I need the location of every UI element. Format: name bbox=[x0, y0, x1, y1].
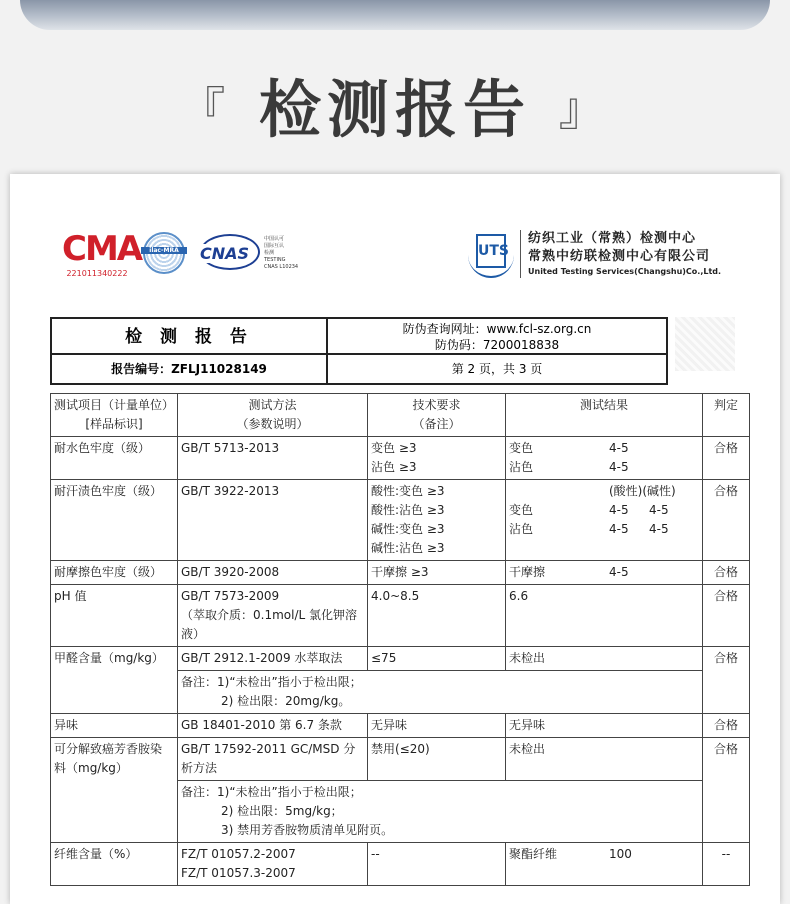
result-value: 4-5 bbox=[609, 460, 629, 474]
req-line: 沾色 ≥3 bbox=[371, 460, 417, 474]
org-name-line1: 纺织工业（常熟）检测中心 bbox=[528, 231, 697, 246]
row-method: GB/T 3922-2013 bbox=[178, 480, 368, 561]
result-columns-header: (酸性)(碱性) bbox=[609, 484, 676, 498]
row-verdict: 合格 bbox=[703, 714, 750, 738]
header-item-sub: [样品标识] bbox=[85, 417, 143, 431]
row-verdict: 合格 bbox=[703, 480, 750, 561]
row-verdict: -- bbox=[703, 843, 750, 886]
cma-number: 221011340222 bbox=[66, 269, 128, 278]
table-header-row bbox=[51, 394, 750, 437]
cnas-text-line: CNAS L10234 bbox=[264, 264, 299, 270]
cnas-text bbox=[264, 236, 298, 271]
table-row bbox=[51, 647, 750, 671]
row-requirement: ≤75 bbox=[368, 647, 506, 671]
row-verdict: 合格 bbox=[703, 738, 750, 843]
row-item: 耐汗渍色牢度（级） bbox=[51, 480, 178, 561]
cnas-logo bbox=[200, 234, 260, 270]
result-value: 4-5 bbox=[609, 503, 629, 517]
page-heading bbox=[0, 64, 790, 155]
method-line: GB/T 17592-2011 GC/MSD 分 bbox=[181, 742, 356, 756]
row-result: 6.6 bbox=[506, 585, 703, 647]
table-row bbox=[51, 738, 750, 781]
row-item: 耐水色牢度（级） bbox=[51, 437, 178, 480]
method-line: FZ/T 01057.3-2007 bbox=[181, 866, 296, 880]
row-result bbox=[506, 843, 703, 886]
row-requirement bbox=[368, 480, 506, 561]
table-row bbox=[51, 714, 750, 738]
row-requirement: 干摩擦 ≥3 bbox=[368, 561, 506, 585]
row-result bbox=[506, 437, 703, 480]
row-item: pH 值 bbox=[51, 585, 178, 647]
cnas-text-line: 检测 bbox=[264, 250, 275, 256]
row-item: 异味 bbox=[51, 714, 178, 738]
item-line: 料（mg/kg） bbox=[54, 761, 128, 775]
uts-mark: UTS bbox=[476, 234, 506, 268]
result-value: 4-5 bbox=[609, 522, 629, 536]
row-item bbox=[51, 738, 178, 843]
header-verdict: 判定 bbox=[703, 394, 750, 437]
row-requirement: 4.0~8.5 bbox=[368, 585, 506, 647]
row-requirement bbox=[368, 437, 506, 480]
cnas-text-line: 国际互认 bbox=[264, 243, 285, 249]
row-item: 甲醛含量（mg/kg） bbox=[51, 647, 178, 714]
cma-logo bbox=[62, 229, 142, 278]
cnas-text-line: 中国认可 bbox=[264, 236, 285, 242]
header-item-label: 测试项目（计量单位） bbox=[54, 398, 175, 412]
row-item: 耐摩擦色牢度（级） bbox=[51, 561, 178, 585]
header-method-label: 测试方法 bbox=[248, 398, 297, 412]
row-method: GB/T 2912.1-2009 水萃取法 bbox=[178, 647, 368, 671]
header-method-sub: （参数说明） bbox=[236, 417, 309, 431]
result-value: 100 bbox=[609, 847, 632, 861]
verification-code: 防伪码：7200018838 bbox=[434, 338, 560, 352]
result-label: 变色 bbox=[509, 503, 534, 517]
method-line: 析方法 bbox=[181, 761, 218, 775]
req-line: 变色 ≥3 bbox=[371, 441, 417, 455]
method-line: GB/T 7573-2009 bbox=[181, 589, 280, 603]
row-result: 未检出 bbox=[506, 738, 703, 781]
header-result: 测试结果 bbox=[506, 394, 703, 437]
row-verdict: 合格 bbox=[703, 647, 750, 714]
req-line: 碱性:变色 ≥3 bbox=[371, 522, 445, 536]
organization-name bbox=[528, 230, 721, 278]
note-line: 2) 检出限：5mg/kg； bbox=[221, 804, 343, 818]
row-result: 未检出 bbox=[506, 647, 703, 671]
table-row bbox=[51, 585, 750, 647]
heading-left-bracket: 『 bbox=[179, 82, 232, 136]
row-result bbox=[506, 480, 703, 561]
req-line: 酸性:沾色 ≥3 bbox=[371, 503, 445, 517]
result-value: 4-5 bbox=[649, 503, 669, 517]
header-method bbox=[178, 394, 368, 437]
row-method bbox=[178, 738, 368, 781]
uts-logo bbox=[468, 232, 514, 278]
result-label: 沾色 bbox=[509, 460, 534, 474]
item-line: 可分解致癌芳香胺染 bbox=[54, 742, 163, 756]
result-value: 4-5 bbox=[609, 565, 629, 579]
row-result: 无异味 bbox=[506, 714, 703, 738]
page-info: 第 2 页，共 3 页 bbox=[451, 362, 543, 376]
heading-right-bracket: 』 bbox=[558, 82, 611, 136]
report-number: 报告编号：ZFLJ11028149 bbox=[52, 355, 328, 383]
row-note bbox=[178, 671, 703, 714]
report-document bbox=[10, 174, 780, 904]
test-results-table bbox=[50, 393, 750, 886]
header-req-label: 技术要求 bbox=[412, 398, 461, 412]
note-line: 3) 禁用芳香胺物质清单见附页。 bbox=[221, 823, 394, 837]
req-line: 碱性:沾色 ≥3 bbox=[371, 541, 445, 555]
header-item bbox=[51, 394, 178, 437]
row-method bbox=[178, 843, 368, 886]
report-title: 检 测 报 告 bbox=[52, 319, 328, 355]
row-requirement: 无异味 bbox=[368, 714, 506, 738]
row-requirement: 禁用(≤20) bbox=[368, 738, 506, 781]
header-requirement bbox=[368, 394, 506, 437]
row-item: 纤维含量（%） bbox=[51, 843, 178, 886]
result-value: 4-5 bbox=[609, 441, 629, 455]
result-label: 聚酯纤维 bbox=[509, 847, 558, 861]
row-result bbox=[506, 561, 703, 585]
cma-mark: CMA bbox=[62, 229, 142, 269]
row-requirement: -- bbox=[368, 843, 506, 886]
table-row bbox=[51, 561, 750, 585]
method-line: （萃取介质：0.1mol/L 氯化钾溶 bbox=[181, 608, 357, 622]
row-method: GB 18401-2010 第 6.7 条款 bbox=[178, 714, 368, 738]
note-line: 备注：1)“未检出”指小于检出限； bbox=[181, 675, 362, 689]
result-value: 4-5 bbox=[649, 522, 669, 536]
org-name-line2: 常熟中纺联检测中心有限公司 bbox=[528, 249, 711, 264]
blurred-qr-code bbox=[675, 317, 735, 371]
row-method: GB/T 3920-2008 bbox=[178, 561, 368, 585]
ilac-label: ilac-MRA bbox=[141, 247, 187, 254]
cnas-label: CNAS bbox=[200, 244, 250, 263]
note-line: 备注：1)“未检出”指小于检出限； bbox=[181, 785, 362, 799]
note-line: 2) 检出限：20mg/kg。 bbox=[221, 694, 351, 708]
row-method: GB/T 5713-2013 bbox=[178, 437, 368, 480]
row-method bbox=[178, 585, 368, 647]
table-row bbox=[51, 437, 750, 480]
method-line: 液） bbox=[181, 627, 206, 641]
org-name-english: United Testing Services(Changshu)Co.,Ltd. bbox=[528, 267, 722, 276]
verification-url: 防伪查询网址：www.fcl-sz.org.cn bbox=[402, 322, 592, 336]
logo-divider bbox=[520, 230, 521, 278]
row-verdict: 合格 bbox=[703, 585, 750, 647]
cnas-text-line: TESTING bbox=[264, 257, 286, 263]
row-note bbox=[178, 781, 703, 843]
report-header-box bbox=[50, 317, 668, 385]
result-label: 沾色 bbox=[509, 522, 534, 536]
row-verdict: 合格 bbox=[703, 437, 750, 480]
method-line: FZ/T 01057.2-2007 bbox=[181, 847, 296, 861]
header-req-sub: （备注） bbox=[412, 417, 461, 431]
verification-info bbox=[328, 319, 666, 355]
row-verdict: 合格 bbox=[703, 561, 750, 585]
table-row bbox=[51, 843, 750, 886]
table-row bbox=[51, 480, 750, 561]
ilac-mra-logo bbox=[143, 232, 185, 274]
result-label: 变色 bbox=[509, 441, 534, 455]
top-banner-image bbox=[20, 0, 770, 30]
result-label: 干摩擦 bbox=[509, 565, 546, 579]
heading-title: 检测报告 bbox=[258, 73, 531, 146]
req-line: 酸性:变色 ≥3 bbox=[371, 484, 445, 498]
